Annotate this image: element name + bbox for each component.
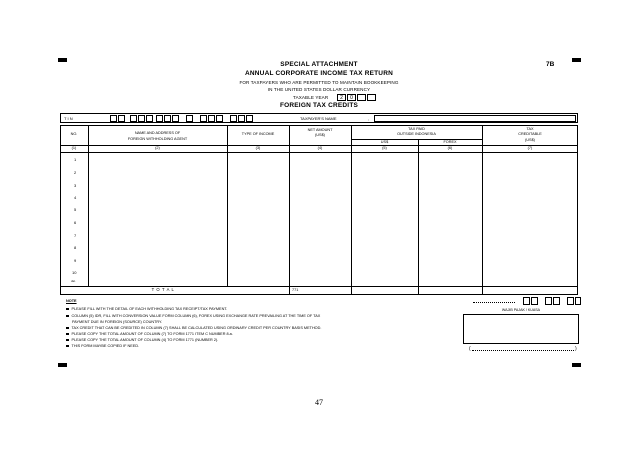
col-header-tax-creditable-line3: (US$) — [525, 138, 535, 142]
signature-box[interactable] — [463, 314, 579, 344]
tin-box[interactable] — [146, 115, 153, 122]
tin-box[interactable] — [172, 115, 179, 122]
row-number: 3 — [74, 183, 77, 188]
bullet-icon — [66, 327, 69, 330]
row-number: dst. — [71, 279, 76, 283]
signature-label: WAJIB PAJAK / KUASA — [501, 308, 541, 312]
total-code: 771 — [292, 288, 299, 292]
col-number: (6) — [447, 146, 453, 150]
form-description-line2: IN THE UNITED STATES DOLLAR CURRENCY — [267, 87, 371, 92]
tax-year-digit-3[interactable] — [357, 94, 366, 101]
col-header-net-amount-line2: (US$) — [315, 133, 325, 137]
tin-box[interactable] — [208, 115, 215, 122]
col-number: (3) — [255, 146, 261, 150]
date-box[interactable] — [545, 297, 552, 305]
col-header-name-address-line2: FOREIGN WITHHOLDING AGENT — [127, 137, 188, 141]
bullet-icon — [66, 333, 69, 336]
tax-year-digit-4[interactable] — [367, 94, 376, 101]
tin-box[interactable] — [200, 115, 207, 122]
tin-label: T I N — [64, 116, 73, 121]
row-number: 5 — [74, 207, 77, 212]
signer-name-line[interactable] — [472, 350, 574, 351]
registration-mark-bottom-left — [58, 363, 67, 367]
form-description-line1: FOR TAXPAYERS WHO ARE PERMITTED TO MAINTAIN BOOKKEEPING — [239, 80, 399, 85]
note-item: PLEASE COPY THE TOTAL AMOUNT OF COLUMN (4) TO FORM 1771 (NUMBER 2). — [66, 338, 218, 342]
bullet-icon — [66, 308, 69, 311]
col-header-name-address-line1: NAME AND ADDRESS OF — [134, 131, 181, 135]
row-number: 8 — [74, 245, 77, 250]
tin-box[interactable] — [138, 115, 145, 122]
date-box[interactable] — [531, 297, 538, 305]
signer-name-open-paren: ( — [469, 346, 471, 352]
note-item: PLEASE FILL WITH THE DETAIL OF EACH WITHHOLDING TAX RECEIPT/TAX PAYMENT. — [66, 307, 227, 311]
tin-box[interactable] — [216, 115, 223, 122]
page-number: 47 — [315, 398, 323, 407]
row-number: 6 — [74, 220, 77, 225]
tin-box[interactable] — [230, 115, 237, 122]
bullet-icon — [66, 345, 69, 348]
date-place-line[interactable] — [473, 302, 515, 303]
signer-name-close-paren: ) — [575, 346, 577, 352]
col-header-net-amount-line1: NET AMOUNT — [307, 128, 333, 132]
tin-box[interactable] — [130, 115, 137, 122]
note-item: THIS FORM MAYBE COPIED IF NEED. — [66, 344, 139, 348]
form-subtitle: ANNUAL CORPORATE INCOME TAX RETURN — [245, 70, 393, 77]
row-number: 7 — [74, 233, 77, 238]
col-header-tax-paid-forex: FOREX — [443, 140, 457, 144]
col-header-tax-creditable-line1: TAX — [526, 127, 534, 131]
tin-box[interactable] — [156, 115, 163, 122]
total-label: T O T A L — [151, 287, 175, 292]
col-header-tax-paid-line1: TAX PAID — [408, 127, 425, 131]
tin-box[interactable] — [238, 115, 245, 122]
tin-box[interactable] — [246, 115, 253, 122]
row-number: 2 — [74, 170, 77, 175]
form-title: SPECIAL ATTACHMENT — [280, 61, 358, 68]
col-header-tax-creditable-line2: CREDITABLE — [518, 132, 542, 136]
col-header-tax-paid-line2: OUTSIDE INDONESIA — [397, 132, 436, 136]
bullet-icon — [66, 339, 69, 342]
bullet-icon — [66, 315, 69, 318]
col-number: (7) — [527, 146, 533, 150]
section-title: FOREIGN TAX CREDITS — [279, 102, 359, 109]
col-number: (4) — [317, 146, 323, 150]
tin-box[interactable] — [164, 115, 171, 122]
tin-box[interactable] — [118, 115, 125, 122]
form-code: 7B — [546, 61, 555, 68]
taxpayer-name-field[interactable] — [374, 115, 576, 122]
note-item: TAX CREDIT THAT CAN BE CREDITED IN COLUMN (7) SHALL BE CALCULATED USING ORDINARY CREDIT PER COUNTRY BASIS METHOD. — [66, 326, 321, 330]
registration-mark-bottom-right — [572, 363, 581, 367]
row-number: 10 — [72, 270, 77, 275]
date-box[interactable] — [553, 297, 560, 305]
tax-year-label: TAXABLE YEAR — [293, 95, 329, 100]
note-item: COLUMN (5) IDR, FILL WITH CONVERSION VALUE FORM COLUMN (6), FOREX USING EXCHANGE RATE PREVAILING AT THE TIME OF TAX — [66, 314, 320, 318]
date-box[interactable] — [575, 297, 581, 305]
row-number: 9 — [74, 258, 77, 263]
date-box[interactable] — [567, 297, 574, 305]
row-number: 1 — [74, 157, 77, 162]
col-number: (5) — [382, 146, 387, 150]
note-item: PAYMENT DUE IN FOREIGN (SOURCE) COUNTRY. — [72, 320, 163, 324]
date-box[interactable] — [523, 297, 530, 305]
col-number: (1) — [71, 146, 77, 150]
tin-box[interactable] — [110, 115, 117, 122]
tin-box[interactable] — [186, 115, 193, 122]
note-item: PLEASE COPY THE TOTAL AMOUNT OF COLUMN (7) TO FORM 1771 ITEM C NUMBER 8.a. — [66, 332, 233, 336]
col-number: (2) — [155, 146, 160, 150]
taxpayer-name-label: TAXPAYER'S NAME — [300, 116, 337, 121]
row-number: 4 — [74, 195, 77, 200]
tax-year-digit-1[interactable]: 2 — [337, 94, 346, 101]
taxpayer-name-colon: : — [368, 117, 370, 122]
col-header-tax-paid-usd: US$ — [380, 140, 389, 144]
col-header-no: NO. — [70, 132, 78, 136]
notes-title: NOTE — [66, 299, 77, 303]
col-header-type-income: TYPE OF INCOME — [241, 132, 275, 136]
tax-year-digit-2[interactable]: 0 — [347, 94, 356, 101]
